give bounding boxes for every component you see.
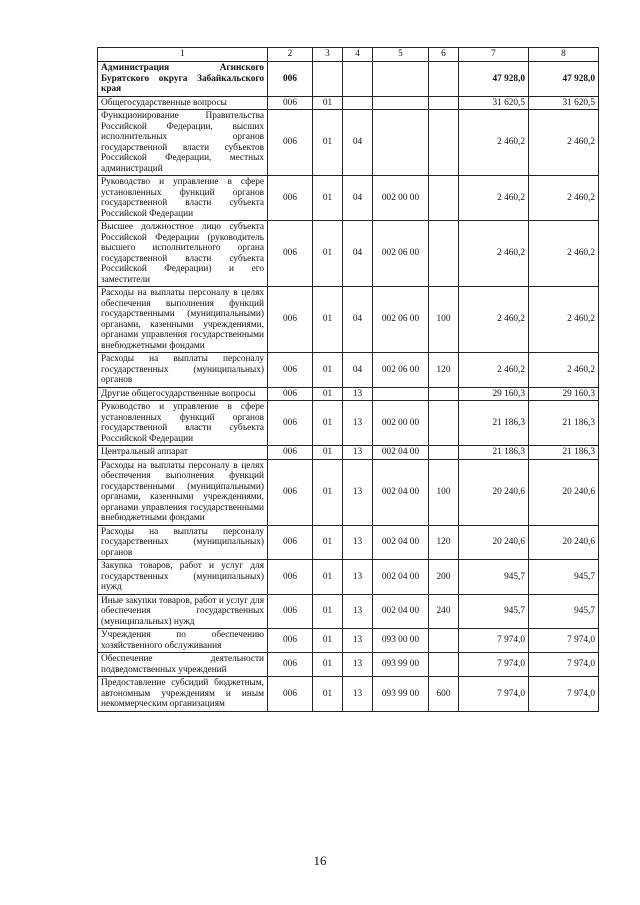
row-ved-cell: 006	[268, 96, 313, 110]
row-name-cell: Предоставление субсидий бюджетным, автономным учреждениям и иным некоммерческим организациям	[98, 677, 268, 712]
row-name-cell: Иные закупки товаров, работ и услуг для обеспечения государственных (муниципальных) нужд	[98, 594, 268, 629]
row-rz-cell: 01	[313, 653, 343, 677]
row-sum-cell: 2 460,2	[459, 176, 529, 221]
row-vr-cell: 240	[429, 594, 459, 629]
row-pr-cell: 04	[343, 287, 373, 353]
header-cell: 5	[373, 48, 429, 62]
header-cell: 2	[268, 48, 313, 62]
table-row	[98, 629, 599, 653]
row-sum-cell: 47 928,0	[459, 62, 529, 97]
row-vr-cell	[429, 96, 459, 110]
table-row	[98, 221, 599, 287]
row-sum-cell: 20 240,6	[529, 525, 599, 560]
row-name-cell: Другие общегосударственные вопросы	[98, 387, 268, 401]
row-vr-cell: 600	[429, 677, 459, 712]
table-row	[98, 594, 599, 629]
row-csr-cell: 002 00 00	[373, 401, 429, 446]
table-row	[98, 287, 599, 353]
row-csr-cell: 002 04 00	[373, 459, 429, 525]
row-vr-cell	[429, 62, 459, 97]
header-cell: 6	[429, 48, 459, 62]
table-header-row	[98, 48, 599, 62]
row-rz-cell: 01	[313, 459, 343, 525]
row-name-cell: Общегосударственные вопросы	[98, 96, 268, 110]
row-vr-cell: 100	[429, 459, 459, 525]
row-vr-cell: 120	[429, 353, 459, 388]
row-ved-cell: 006	[268, 401, 313, 446]
row-ved-cell: 006	[268, 221, 313, 287]
row-sum-cell: 2 460,2	[529, 176, 599, 221]
row-rz-cell: 01	[313, 287, 343, 353]
table-row	[98, 653, 599, 677]
table-row	[98, 525, 599, 560]
row-sum-cell: 20 240,6	[459, 459, 529, 525]
row-sum-cell: 945,7	[459, 594, 529, 629]
row-pr-cell: 13	[343, 525, 373, 560]
row-sum-cell: 2 460,2	[459, 287, 529, 353]
row-pr-cell: 13	[343, 594, 373, 629]
row-rz-cell: 01	[313, 677, 343, 712]
row-csr-cell: 002 06 00	[373, 353, 429, 388]
table-row	[98, 401, 599, 446]
row-pr-cell: 13	[343, 446, 373, 460]
table-row	[98, 677, 599, 712]
row-ved-cell: 006	[268, 176, 313, 221]
header-cell: 4	[343, 48, 373, 62]
row-sum-cell: 29 160,3	[529, 387, 599, 401]
row-sum-cell: 2 460,2	[459, 353, 529, 388]
row-ved-cell: 006	[268, 446, 313, 460]
row-vr-cell	[429, 176, 459, 221]
row-vr-cell	[429, 387, 459, 401]
row-sum-cell: 7 974,0	[529, 677, 599, 712]
row-rz-cell: 01	[313, 353, 343, 388]
row-vr-cell: 200	[429, 560, 459, 595]
row-csr-cell: 002 06 00	[373, 221, 429, 287]
row-ved-cell: 006	[268, 387, 313, 401]
row-pr-cell: 13	[343, 560, 373, 595]
row-rz-cell: 01	[313, 96, 343, 110]
row-rz-cell: 01	[313, 629, 343, 653]
row-sum-cell: 47 928,0	[529, 62, 599, 97]
row-csr-cell: 093 99 00	[373, 653, 429, 677]
table-row	[98, 110, 599, 176]
row-pr-cell	[343, 62, 373, 97]
row-ved-cell: 006	[268, 62, 313, 97]
table-row	[98, 176, 599, 221]
header-cell: 3	[313, 48, 343, 62]
row-ved-cell: 006	[268, 287, 313, 353]
row-ved-cell: 006	[268, 677, 313, 712]
row-sum-cell: 7 974,0	[459, 653, 529, 677]
row-sum-cell: 31 620,5	[459, 96, 529, 110]
row-name-cell: Закупка товаров, работ и услуг для государственных (муниципальных) нужд	[98, 560, 268, 595]
row-vr-cell	[429, 629, 459, 653]
row-vr-cell: 100	[429, 287, 459, 353]
row-pr-cell: 13	[343, 653, 373, 677]
row-csr-cell	[373, 62, 429, 97]
row-csr-cell	[373, 387, 429, 401]
row-sum-cell: 20 240,6	[529, 459, 599, 525]
row-vr-cell	[429, 446, 459, 460]
table-row	[98, 459, 599, 525]
row-vr-cell	[429, 110, 459, 176]
row-pr-cell: 13	[343, 459, 373, 525]
row-sum-cell: 21 186,3	[459, 401, 529, 446]
row-sum-cell: 2 460,2	[529, 110, 599, 176]
row-rz-cell: 01	[313, 560, 343, 595]
row-name-cell: Расходы на выплаты персоналу в целях обеспечения выполнения функций государственными (муниципальными) органами, казенными учреждениями, органами управления государственными внебюджетными фондами	[98, 287, 268, 353]
row-sum-cell: 20 240,6	[459, 525, 529, 560]
row-pr-cell: 13	[343, 387, 373, 401]
table-row	[98, 560, 599, 595]
row-csr-cell: 002 04 00	[373, 525, 429, 560]
row-sum-cell: 21 186,3	[529, 401, 599, 446]
row-name-cell: Высшее должностное лицо субъекта Российской Федерации (руководитель высшего исполнительного органа государственной власти субъекта Российской Федерации) и его заместители	[98, 221, 268, 287]
table-row	[98, 353, 599, 388]
row-ved-cell: 006	[268, 653, 313, 677]
row-name-cell: Расходы на выплаты персоналу государственных (муниципальных) органов	[98, 353, 268, 388]
row-sum-cell: 29 160,3	[459, 387, 529, 401]
row-sum-cell: 7 974,0	[529, 653, 599, 677]
row-rz-cell: 01	[313, 594, 343, 629]
row-pr-cell: 13	[343, 401, 373, 446]
row-pr-cell: 04	[343, 110, 373, 176]
row-name-cell: Центральный аппарат	[98, 446, 268, 460]
row-sum-cell: 21 186,3	[459, 446, 529, 460]
header-cell: 7	[459, 48, 529, 62]
row-ved-cell: 006	[268, 110, 313, 176]
row-csr-cell: 093 99 00	[373, 677, 429, 712]
row-name-cell: Руководство и управление в сфере установленных функций органов государственной власти субъекта Российской Федерации	[98, 176, 268, 221]
row-rz-cell: 01	[313, 446, 343, 460]
row-rz-cell: 01	[313, 401, 343, 446]
row-csr-cell: 002 04 00	[373, 560, 429, 595]
row-sum-cell: 945,7	[459, 560, 529, 595]
row-name-cell: Расходы на выплаты персоналу в целях обеспечения выполнения функций государственными (муниципальными) органами, казенными учреждениями, органами управления государственными внебюджетными фондами	[98, 459, 268, 525]
row-vr-cell: 120	[429, 525, 459, 560]
row-pr-cell: 04	[343, 353, 373, 388]
table-row	[98, 96, 599, 110]
row-sum-cell: 21 186,3	[529, 446, 599, 460]
row-pr-cell: 13	[343, 629, 373, 653]
row-ved-cell: 006	[268, 459, 313, 525]
row-csr-cell: 002 04 00	[373, 594, 429, 629]
row-vr-cell	[429, 221, 459, 287]
row-csr-cell: 093 00 00	[373, 629, 429, 653]
row-ved-cell: 006	[268, 353, 313, 388]
row-csr-cell: 002 04 00	[373, 446, 429, 460]
row-name-cell: Обеспечение деятельности подведомственных учреждений	[98, 653, 268, 677]
row-name-cell: Функционирование Правительства Российской Федерации, высших исполнительных органов государственной власти субъектов Российской Федерации, местных администраций	[98, 110, 268, 176]
row-name-cell: Расходы на выплаты персоналу государственных (муниципальных) органов	[98, 525, 268, 560]
row-csr-cell	[373, 96, 429, 110]
row-ved-cell: 006	[268, 525, 313, 560]
row-sum-cell: 7 974,0	[459, 677, 529, 712]
row-rz-cell	[313, 62, 343, 97]
row-pr-cell	[343, 96, 373, 110]
row-sum-cell: 2 460,2	[529, 287, 599, 353]
row-ved-cell: 006	[268, 594, 313, 629]
row-rz-cell: 01	[313, 387, 343, 401]
row-name-cell: Учреждения по обеспечению хозяйственного обслуживания	[98, 629, 268, 653]
row-sum-cell: 2 460,2	[529, 221, 599, 287]
row-rz-cell: 01	[313, 110, 343, 176]
row-sum-cell: 31 620,5	[529, 96, 599, 110]
row-name-cell: Руководство и управление в сфере установленных функций органов государственной власти субъекта Российской Федерации	[98, 401, 268, 446]
row-name-cell: Администрация Агинского Бурятского округа Забайкальского края	[98, 62, 268, 97]
row-vr-cell	[429, 653, 459, 677]
row-rz-cell: 01	[313, 176, 343, 221]
table-row	[98, 446, 599, 460]
row-sum-cell: 2 460,2	[459, 110, 529, 176]
budget-table	[97, 47, 599, 712]
page-number: 16	[313, 853, 327, 868]
row-sum-cell: 7 974,0	[529, 629, 599, 653]
row-sum-cell: 7 974,0	[459, 629, 529, 653]
row-ved-cell: 006	[268, 629, 313, 653]
row-sum-cell: 2 460,2	[529, 353, 599, 388]
header-cell: 1	[98, 48, 268, 62]
row-pr-cell: 13	[343, 677, 373, 712]
table-row	[98, 387, 599, 401]
row-rz-cell: 01	[313, 525, 343, 560]
row-ved-cell: 006	[268, 560, 313, 595]
row-pr-cell: 04	[343, 221, 373, 287]
row-vr-cell	[429, 401, 459, 446]
table-row	[98, 62, 599, 97]
row-pr-cell: 04	[343, 176, 373, 221]
header-cell: 8	[529, 48, 599, 62]
row-sum-cell: 2 460,2	[459, 221, 529, 287]
row-rz-cell: 01	[313, 221, 343, 287]
row-sum-cell: 945,7	[529, 560, 599, 595]
row-csr-cell: 002 00 00	[373, 176, 429, 221]
row-sum-cell: 945,7	[529, 594, 599, 629]
row-csr-cell	[373, 110, 429, 176]
row-csr-cell: 002 06 00	[373, 287, 429, 353]
